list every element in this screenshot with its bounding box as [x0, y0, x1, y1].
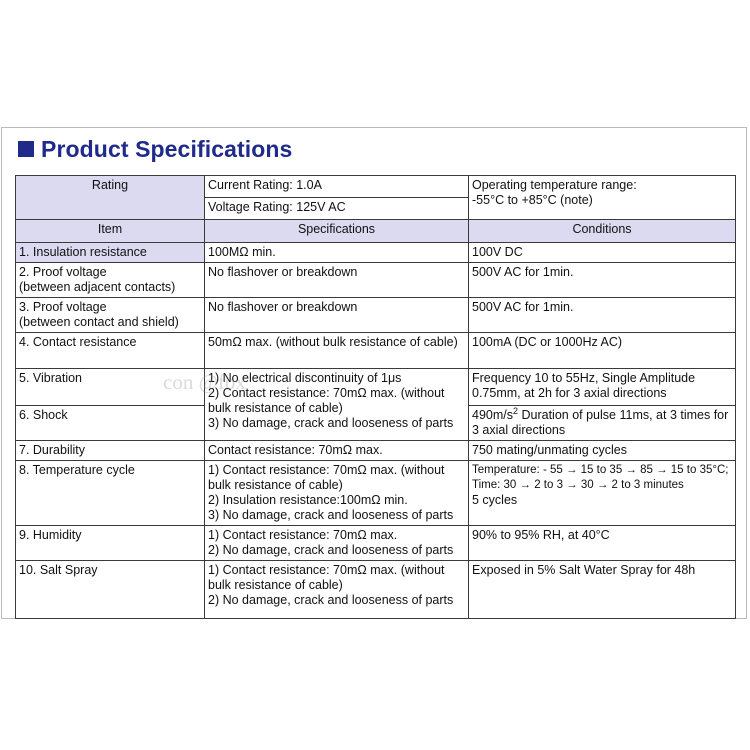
spec-cell [205, 526, 469, 561]
voltage-rating: Voltage Rating: 125V AC [205, 198, 469, 220]
spec-line: 50mΩ max. (without bulk resistance of cable) [208, 335, 458, 349]
header-item: Item [16, 220, 205, 243]
cond-cell [469, 333, 736, 369]
title-square-icon [18, 141, 34, 157]
watermark-text: con @fox [163, 370, 246, 394]
spec-table [15, 175, 736, 619]
spec-cell [205, 243, 469, 263]
spec-line: bulk resistance of cable) [208, 578, 343, 592]
cond-line: 100V DC [472, 245, 523, 259]
item-line: 2. Proof voltage [19, 265, 107, 279]
spec-line: 100MΩ min. [208, 245, 276, 259]
item-cell [16, 561, 205, 619]
spec-cell [205, 369, 469, 441]
spec-line: 1) Contact resistance: 70mΩ max. (without [208, 463, 445, 477]
cond-cell [469, 461, 736, 526]
cond-cell [469, 369, 736, 406]
table-row [16, 298, 736, 333]
cond-line: Exposed in 5% Salt Water Spray for 48h [472, 563, 696, 577]
spec-line: 1) Contact resistance: 70mΩ max. [208, 528, 398, 542]
item-cell [16, 263, 205, 298]
item-line: 8. Temperature cycle [19, 463, 135, 477]
cond-cell [469, 406, 736, 441]
cond-text: 490m/s [472, 408, 513, 422]
item-line: (between adjacent contacts) [19, 280, 176, 294]
rating-label: Rating [16, 176, 205, 220]
spec-line: 2) Insulation resistance:100mΩ min. [208, 493, 408, 507]
header-cond: Conditions [469, 220, 736, 243]
cond-line: 90% to 95% RH, at 40°C [472, 528, 610, 542]
spec-line: 2) No damage, crack and looseness of parts [208, 593, 454, 607]
cond-line: 750 mating/unmating cycles [472, 443, 627, 457]
spec-line: 1) No electrical discontinuity of 1μs [208, 371, 402, 385]
spec-cell [205, 298, 469, 333]
item-line: 6. Shock [19, 408, 68, 422]
cond-cell [469, 561, 736, 619]
table-row [16, 526, 736, 561]
cond-cell [469, 298, 736, 333]
superscript: 2 [513, 405, 519, 416]
cond-line: 100mA (DC or 1000Hz AC) [472, 335, 623, 349]
item-cell [16, 243, 205, 263]
item-cell [16, 333, 205, 369]
spec-cell [205, 441, 469, 461]
item-line: 5. Vibration [19, 371, 83, 385]
spec-cell [205, 263, 469, 298]
cond-text: Duration of pulse 11ms, at 3 times for [518, 408, 729, 422]
item-cell [16, 526, 205, 561]
cond-line: Time: 30 → 2 to 3 → 30 → 2 to 3 minutes [472, 479, 684, 491]
item-cell [16, 441, 205, 461]
item-line: (between contact and shield) [19, 315, 179, 329]
operating-temp [469, 176, 736, 220]
page-title: Product Specifications [41, 135, 293, 162]
current-rating: Current Rating: 1.0A [205, 176, 469, 198]
operating-temp-line1: Operating temperature range: [472, 178, 637, 192]
spec-line: bulk resistance of cable) [208, 401, 343, 415]
spec-cell [205, 333, 469, 369]
cond-cell [469, 263, 736, 298]
operating-temp-line2: -55°C to +85°C (note) [472, 193, 593, 207]
table-row [16, 243, 736, 263]
header-spec: Specifications [205, 220, 469, 243]
table-row [16, 441, 736, 461]
item-cell [16, 298, 205, 333]
table-row [16, 263, 736, 298]
spec-line: 2) Contact resistance: 70mΩ max. (without [208, 386, 445, 400]
title-block [18, 136, 292, 162]
spec-line: Contact resistance: 70mΩ max. [208, 443, 383, 457]
item-line: 4. Contact resistance [19, 335, 137, 349]
spec-line: 1) Contact resistance: 70mΩ max. (without [208, 563, 445, 577]
table-row [16, 333, 736, 369]
item-line: 1. Insulation resistance [19, 245, 147, 259]
spec-line: No flashover or breakdown [208, 265, 358, 279]
item-line: 9. Humidity [19, 528, 82, 542]
item-cell [16, 369, 205, 406]
spec-line: 3) No damage, crack and looseness of parts [208, 508, 454, 522]
cond-line: 500V AC for 1min. [472, 300, 574, 314]
table-row [16, 561, 736, 619]
spec-line: 3) No damage, crack and looseness of parts [208, 416, 454, 430]
item-line: 7. Durability [19, 443, 85, 457]
cond-cell [469, 441, 736, 461]
spec-cell [205, 561, 469, 619]
spec-line: No flashover or breakdown [208, 300, 358, 314]
spec-cell [205, 461, 469, 526]
rating-row-1 [16, 176, 736, 198]
cond-cell [469, 526, 736, 561]
cond-line: Temperature: - 55 → 15 to 35 → 85 → 15 to 35°C; [472, 464, 729, 476]
cond-line: Frequency 10 to 55Hz, Single Amplitude [472, 371, 696, 385]
cond-line: 0.75mm, at 2h for 3 axial directions [472, 386, 667, 400]
cond-line: 3 axial directions [472, 423, 566, 437]
cond-cell [469, 243, 736, 263]
item-line: 10. Salt Spray [19, 563, 98, 577]
cond-line: 500V AC for 1min. [472, 265, 574, 279]
spec-line: 2) No damage, crack and looseness of parts [208, 543, 454, 557]
item-cell [16, 406, 205, 441]
spec-line: bulk resistance of cable) [208, 478, 343, 492]
cond-line [472, 405, 732, 423]
item-cell [16, 461, 205, 526]
item-line: 3. Proof voltage [19, 300, 107, 314]
table-row [16, 461, 736, 526]
header-row [16, 220, 736, 243]
table-row [16, 369, 736, 406]
cond-line: 5 cycles [472, 493, 518, 507]
